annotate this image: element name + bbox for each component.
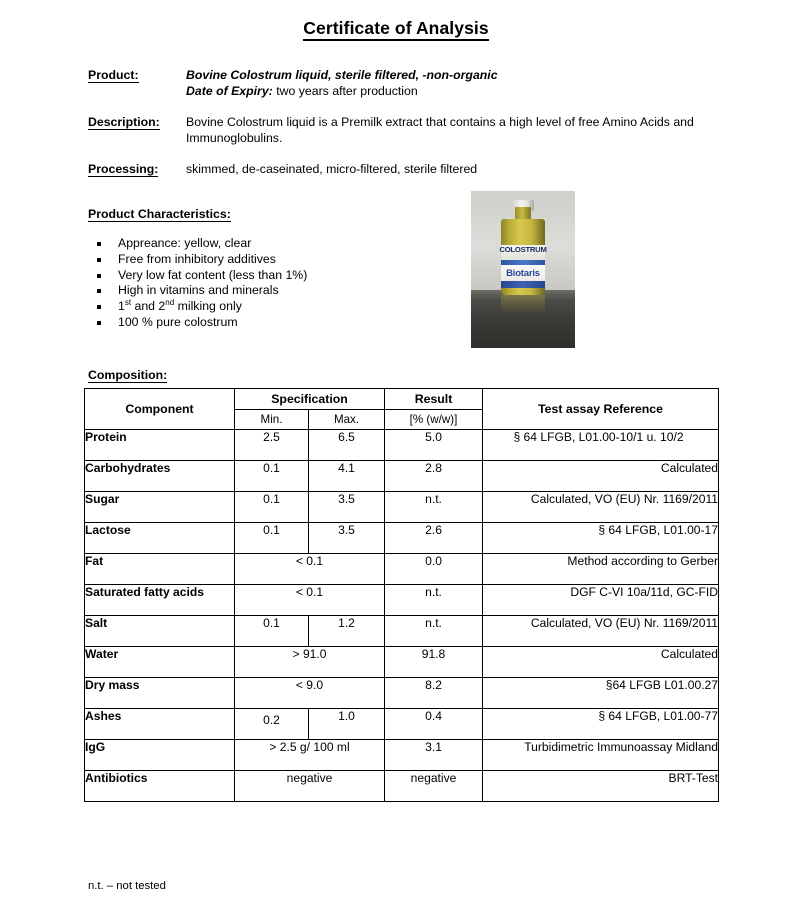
cell-component: Salt — [85, 616, 235, 647]
cell-max: 1.2 — [309, 616, 385, 647]
table-body — [85, 430, 719, 802]
cell-specification-merged: negative — [235, 771, 385, 802]
cell-specification-merged: < 0.1 — [235, 585, 385, 616]
footnote: n.t. – not tested — [88, 880, 166, 892]
cell-reference: § 64 LFGB, L01.00-10/1 u. 10/2 — [483, 430, 719, 461]
cell-max: 3.5 — [309, 492, 385, 523]
header-reference: Test assay Reference — [483, 389, 719, 430]
cell-reference: Calculated — [483, 647, 719, 678]
cell-result: n.t. — [385, 492, 483, 523]
list-item: Free from inhibitory additives — [88, 252, 307, 268]
cell-component: IgG — [85, 740, 235, 771]
processing-value: skimmed, de-caseinated, micro-filtered, sterile filtered — [186, 162, 478, 176]
cell-max: 6.5 — [309, 430, 385, 461]
header-component: Component — [85, 389, 235, 430]
composition-table — [84, 388, 719, 802]
cell-component: Ashes — [85, 709, 235, 740]
cell-result: 2.8 — [385, 461, 483, 492]
header-specification: Specification — [235, 389, 385, 410]
cell-component: Lactose — [85, 523, 235, 554]
cell-reference: Calculated — [483, 461, 719, 492]
cell-component: Fat — [85, 554, 235, 585]
table-row — [85, 430, 719, 461]
list-item-milking: 1st and 2nd milking only — [88, 299, 307, 315]
cell-result: 3.1 — [385, 740, 483, 771]
cell-component: Water — [85, 647, 235, 678]
cell-component: Antibiotics — [85, 771, 235, 802]
table-row — [85, 647, 719, 678]
cell-min: 2.5 — [235, 430, 309, 461]
table-row — [85, 771, 719, 802]
cell-reference: Calculated, VO (EU) Nr. 1169/2011 — [483, 492, 719, 523]
page-title-text: Certificate of Analysis — [303, 18, 488, 41]
cell-result: n.t. — [385, 616, 483, 647]
cell-result: 8.2 — [385, 678, 483, 709]
cell-specification-merged: < 9.0 — [235, 678, 385, 709]
bottle-label-banner — [501, 281, 545, 288]
header-result: Result — [385, 389, 483, 410]
cell-component: Carbohydrates — [85, 461, 235, 492]
characteristics-heading: Product Characteristics: — [88, 207, 231, 221]
cell-reference: Calculated, VO (EU) Nr. 1169/2011 — [483, 616, 719, 647]
cell-result: 5.0 — [385, 430, 483, 461]
page-title — [0, 18, 792, 39]
cell-component: Dry mass — [85, 678, 235, 709]
cell-result: 2.6 — [385, 523, 483, 554]
cell-result: 0.0 — [385, 554, 483, 585]
cell-max: 4.1 — [309, 461, 385, 492]
bottle-label-brand: Biotaris — [501, 265, 545, 281]
cell-result: 0.4 — [385, 709, 483, 740]
description-label: Description: — [88, 115, 160, 129]
header-result-unit: [% (w/w)] — [385, 410, 483, 430]
bottle-label-top: COLOSTRUM — [501, 245, 545, 260]
cell-reference: DGF C-VI 10a/11d, GC-FID — [483, 585, 719, 616]
list-item: 100 % pure colostrum — [88, 315, 307, 331]
table-row — [85, 740, 719, 771]
table-row — [85, 523, 719, 554]
product-expiry-label: Date of Expiry: — [186, 83, 273, 98]
table-row — [85, 461, 719, 492]
table-row — [85, 709, 719, 740]
cell-specification-merged: < 0.1 — [235, 554, 385, 585]
header-min: Min. — [235, 410, 309, 430]
cell-component: Sugar — [85, 492, 235, 523]
cell-min: 0.1 — [235, 616, 309, 647]
cell-specification-merged: > 2.5 g/ 100 ml — [235, 740, 385, 771]
header-max: Max. — [309, 410, 385, 430]
product-photo — [471, 191, 575, 348]
list-item: Appreance: yellow, clear — [88, 236, 307, 252]
cell-max: 3.5 — [309, 523, 385, 554]
table-row — [85, 678, 719, 709]
cell-result: n.t. — [385, 585, 483, 616]
product-name: Bovine Colostrum liquid, sterile filtered, -non-organic — [186, 68, 498, 82]
table-row — [85, 554, 719, 585]
description-value: Bovine Colostrum liquid is a Premilk extract that contains a high level of free Amino Acids and Immunoglobulins. — [186, 115, 694, 145]
processing-label: Processing: — [88, 162, 159, 176]
cell-reference: Turbidimetric Immunoassay Midland — [483, 740, 719, 771]
cell-result: 91.8 — [385, 647, 483, 678]
product-label: Product: — [88, 68, 139, 82]
table-header-row — [85, 389, 719, 410]
product-expiry-value: two years after production — [276, 83, 418, 98]
table-row — [85, 492, 719, 523]
cell-reference: §64 LFGB L01.00.27 — [483, 678, 719, 709]
list-item: Very low fat content (less than 1%) — [88, 268, 307, 284]
product-expiry — [186, 84, 706, 100]
cell-min: 0.1 — [235, 461, 309, 492]
composition-heading: Composition: — [88, 368, 168, 382]
bottle-reflection — [501, 295, 545, 321]
cell-result: negative — [385, 771, 483, 802]
table-row — [85, 585, 719, 616]
cell-component: Protein — [85, 430, 235, 461]
cell-min: 0.1 — [235, 523, 309, 554]
cell-component: Saturated fatty acids — [85, 585, 235, 616]
cell-max: 1.0 — [309, 709, 385, 740]
cell-specification-merged: > 91.0 — [235, 647, 385, 678]
cell-reference: § 64 LFGB, L01.00-17 — [483, 523, 719, 554]
table-row — [85, 616, 719, 647]
cell-min: 0.1 — [235, 492, 309, 523]
cell-reference: Method according to Gerber — [483, 554, 719, 585]
cell-reference: § 64 LFGB, L01.00-77 — [483, 709, 719, 740]
cell-reference: BRT-Test — [483, 771, 719, 802]
product-value — [186, 68, 706, 99]
cell-min: 0.2 — [235, 709, 309, 740]
characteristics-list — [88, 236, 307, 331]
list-item: High in vitamins and minerals — [88, 283, 307, 299]
